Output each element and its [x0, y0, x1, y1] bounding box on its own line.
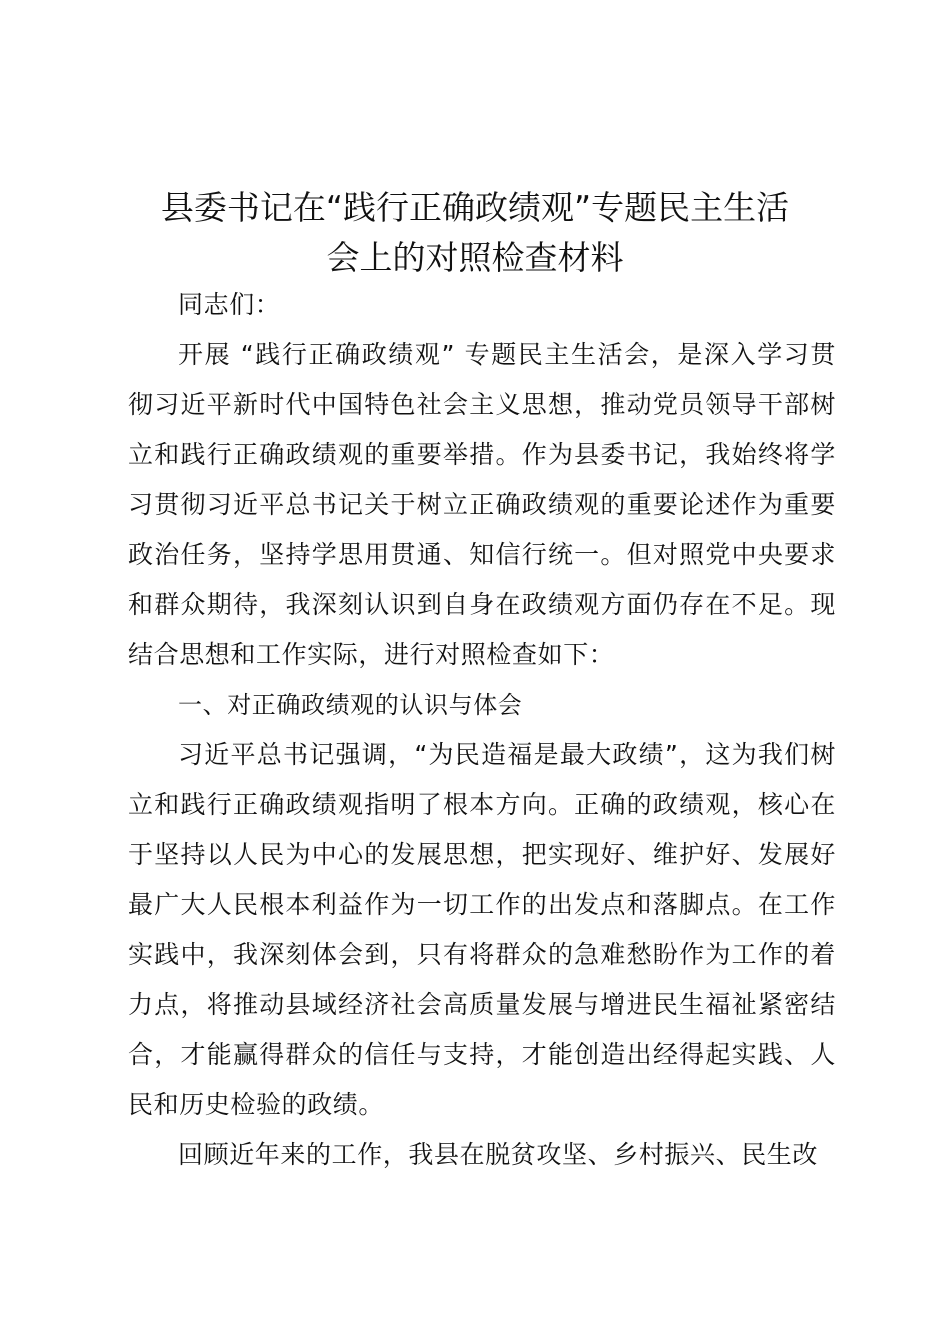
paragraph-intro: 开展 “践行正确政绩观” 专题民主生活会，是深入学习贯彻习近平新时代中国特色社会主义思想，推动党员领导干部树立和践行正确政绩观的重要举措。作为县委书记，我始终将学习贯彻习近平总书记关于树立正确政绩观的重要论述作为重要政治任务，坚持学思用贯通、知信行统一。但对照党中央要求和群众期待，我深刻认识到自身在政绩观方面仍存在不足。现结合思想和工作实际，进行对照检查如下： [128, 340, 836, 669]
document-title [100, 183, 850, 283]
title-line-2: 会上的对照检查材料 [326, 238, 624, 277]
section-heading-1: 一、对正确政绩观的认识与体会 [178, 691, 523, 719]
document-body [128, 280, 836, 1180]
title-line-1: 县委书记在“践行正确政绩观”专题民主生活 [160, 188, 790, 227]
paragraph-understanding: 习近平总书记强调，“为民造福是最大政绩”，这为我们树立和践行正确政绩观指明了根本方向。正确的政绩观，核心在于坚持以人民为中心的发展思想，把实现好、维护好、发展好最广大人民根本利益作为一切工作的出发点和落脚点。在工作实践中，我深刻体会到，只有将群众的急难愁盼作为工作的着力点，将推动县域经济社会高质量发展与增进民生福祉紧密结合，才能赢得群众的信任与支持，才能创造出经得起实践、人民和历史检验的政绩。 [128, 740, 836, 1119]
paragraph-review: 回顾近年来的工作，我县在脱贫攻坚、乡村振兴、民生改 [178, 1140, 819, 1169]
salutation: 同志们： [178, 290, 281, 319]
